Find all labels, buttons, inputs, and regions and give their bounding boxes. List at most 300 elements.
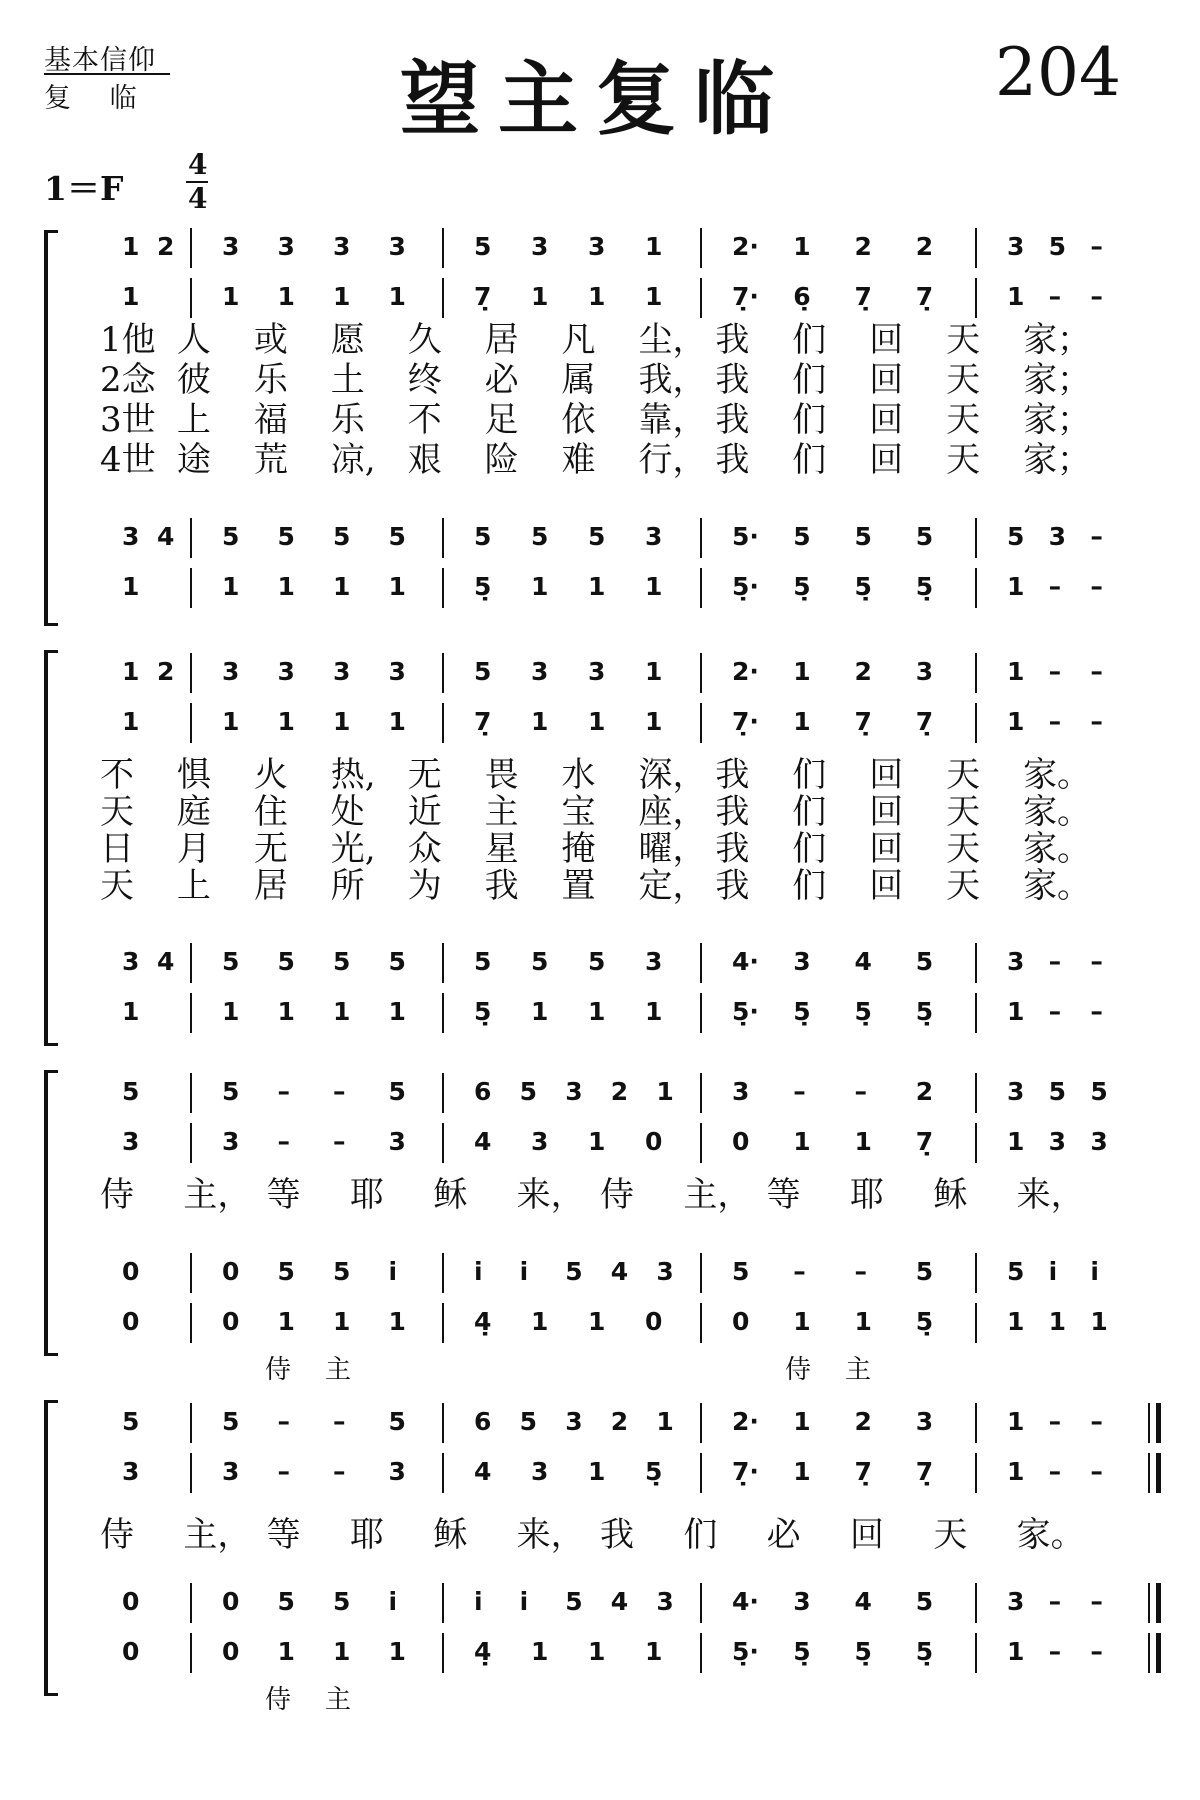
note: 4	[610, 1257, 629, 1286]
note: 1	[388, 997, 406, 1026]
note: 4	[854, 947, 872, 976]
note: 1	[793, 657, 811, 686]
note: 1	[222, 997, 240, 1026]
bar-line	[190, 993, 192, 1033]
note: –	[333, 1077, 346, 1106]
lyric-char: 我	[715, 866, 750, 906]
note: –	[1090, 1457, 1103, 1486]
bar-line	[975, 1583, 977, 1623]
note: –	[1048, 282, 1062, 311]
time-signature-bottom: 4	[188, 182, 208, 215]
note: 1	[222, 707, 240, 736]
lyric-char: 们	[792, 400, 827, 440]
note: 5	[565, 1587, 583, 1616]
bar-line	[190, 1073, 192, 1113]
lyric-char: 我	[715, 400, 750, 440]
lyric-char: 家。	[1023, 829, 1092, 869]
bar-line	[975, 1073, 977, 1113]
lyric-char: 家；	[1023, 440, 1092, 480]
lyric-char: 天	[946, 440, 981, 480]
note: 5	[519, 1407, 537, 1436]
note: 7̣	[915, 282, 934, 311]
note: 1	[1090, 1307, 1108, 1336]
lyric-char: 们	[792, 829, 827, 869]
note: 1	[333, 997, 351, 1026]
lyric-char: 艰	[407, 440, 442, 480]
lyric-char: 回	[869, 360, 904, 400]
lyric-char: 家。	[1023, 792, 1092, 832]
bar-line	[442, 1123, 444, 1163]
note: 3	[333, 657, 351, 686]
note: 3	[388, 1457, 406, 1486]
note: 3	[388, 657, 406, 686]
note: 7̣	[915, 1457, 934, 1486]
note: 5	[122, 1407, 140, 1436]
system-bracket	[44, 650, 58, 1046]
lyric-char: 们	[792, 440, 827, 480]
note: 3	[645, 522, 663, 551]
note: –	[277, 1127, 290, 1156]
lyric-char: 家；	[1023, 320, 1092, 360]
lyric-char: 来，	[516, 1175, 585, 1215]
note: 0	[222, 1637, 240, 1666]
lyric-char: 家。	[1016, 1515, 1085, 1555]
bar-line	[442, 278, 444, 318]
bar-line	[975, 1253, 977, 1293]
note: 7̣	[915, 1127, 934, 1156]
hymn-number: 204	[995, 34, 1121, 111]
bar-line	[700, 1303, 702, 1343]
lower-lyric: 侍	[265, 1685, 292, 1715]
note: 1	[388, 707, 406, 736]
note: 4	[610, 1587, 629, 1616]
note: 5̣	[854, 997, 872, 1026]
note: 1	[531, 997, 549, 1026]
note: 0	[222, 1587, 240, 1616]
bar-line	[700, 278, 702, 318]
lyric-char: 回	[869, 755, 904, 795]
note: 5	[388, 522, 406, 551]
note: 3	[793, 1587, 811, 1616]
note: i	[474, 1257, 483, 1286]
bar-line	[442, 228, 444, 268]
note: 4·	[732, 947, 759, 976]
note: 1	[645, 997, 663, 1026]
note: 7̣	[854, 282, 872, 311]
bar-line	[975, 518, 977, 558]
note: 1	[333, 1307, 351, 1336]
note: 5	[519, 1077, 537, 1106]
note: 5̣	[793, 997, 811, 1026]
note: 2	[157, 232, 175, 261]
note: 1	[1007, 572, 1025, 601]
note: 1	[588, 1457, 606, 1486]
bar-line	[975, 943, 977, 983]
note: –	[1090, 232, 1103, 261]
note: 3	[1090, 1127, 1108, 1156]
note: 3	[222, 232, 240, 261]
note: –	[1048, 947, 1062, 976]
note: 5	[793, 522, 811, 551]
note: –	[1090, 1407, 1103, 1436]
note: 2·	[732, 232, 759, 261]
note: 5̣	[915, 1307, 934, 1336]
note: 6̣	[793, 282, 811, 311]
note: 7̣	[854, 707, 872, 736]
note: 3	[565, 1077, 583, 1106]
note: –	[1048, 997, 1062, 1026]
bar-line	[975, 1303, 977, 1343]
lyric-char: 乐	[330, 400, 365, 440]
lyric-char: 愿	[330, 320, 365, 360]
note: 5	[915, 1257, 934, 1286]
note: i	[519, 1587, 529, 1616]
note: 3	[1048, 522, 1067, 551]
lyric-char: 天	[946, 360, 981, 400]
note: 3	[588, 232, 606, 261]
lyric-char: 天	[946, 829, 981, 869]
note: 1	[277, 282, 295, 311]
note: 3	[915, 657, 934, 686]
note: 5	[222, 947, 240, 976]
note: 5̣	[793, 572, 811, 601]
lyric-char: 久	[407, 320, 442, 360]
note: –	[277, 1457, 290, 1486]
note: 1	[645, 707, 663, 736]
lyric-char: 水	[561, 755, 596, 795]
lyric-char: 天	[933, 1515, 968, 1555]
note: 1	[333, 282, 351, 311]
note: 5̣	[854, 572, 872, 601]
note: 1	[588, 572, 606, 601]
note: 5	[388, 947, 406, 976]
note: 0	[122, 1307, 140, 1336]
bar-line	[700, 1453, 702, 1493]
bar-line	[975, 1453, 977, 1493]
lyric-char: 家；	[1023, 400, 1092, 440]
system-bracket	[44, 230, 58, 626]
lyric-char: 天	[100, 866, 134, 906]
note: 5	[1007, 522, 1025, 551]
note: –	[277, 1077, 290, 1106]
note: 3	[531, 657, 549, 686]
lyric-char: 掩	[561, 829, 596, 869]
lyric-char: 乐	[253, 360, 288, 400]
note: 1	[645, 572, 663, 601]
note: 5̣	[474, 997, 492, 1026]
bar-line	[190, 943, 192, 983]
note: 5	[531, 947, 549, 976]
lyric-char: 1他	[100, 320, 156, 360]
note: 5̣·	[732, 1637, 759, 1666]
note: 3	[531, 232, 549, 261]
note: –	[793, 1077, 806, 1106]
note: 1	[656, 1407, 674, 1436]
note: 1	[277, 572, 295, 601]
note: 7̣·	[732, 707, 759, 736]
note: 5	[333, 522, 351, 551]
lyric-char: 热,	[330, 755, 376, 795]
note: 1	[1007, 1457, 1025, 1486]
note: 5	[277, 1587, 295, 1616]
note: 5	[222, 1077, 240, 1106]
note: 5	[277, 522, 295, 551]
bar-line	[442, 993, 444, 1033]
lyric-char: 无	[253, 829, 288, 869]
lyric-char: 途	[176, 440, 211, 480]
lyric-char: 我	[715, 755, 750, 795]
bar-line	[190, 1123, 192, 1163]
note: 1	[1007, 1407, 1025, 1436]
note: 1	[122, 232, 140, 261]
lyric-char: 不	[407, 400, 442, 440]
bar-line	[442, 568, 444, 608]
note: 0	[122, 1637, 140, 1666]
lyric-char: 们	[792, 755, 827, 795]
note: 3	[1048, 1127, 1067, 1156]
lyric-char: 回	[869, 792, 904, 832]
note: 0	[732, 1307, 750, 1336]
lyric-char: 日	[100, 829, 134, 869]
note: 5	[1007, 1257, 1025, 1286]
lyric-char: 所	[330, 866, 365, 906]
note: 4	[854, 1587, 872, 1616]
note: 2	[854, 1407, 872, 1436]
lyric-char: 近	[407, 792, 442, 832]
note: 0	[222, 1307, 240, 1336]
lyric-char: 必	[766, 1515, 801, 1555]
note: 3	[122, 522, 140, 551]
note: 2	[610, 1407, 629, 1436]
note: 1	[388, 1307, 406, 1336]
note: 3	[277, 232, 295, 261]
note: i	[388, 1587, 398, 1616]
lyric-char: 上	[176, 400, 211, 440]
note: i	[1090, 1257, 1099, 1286]
lyric-char: 我	[715, 360, 750, 400]
note: 5̣	[793, 1637, 811, 1666]
bar-line	[190, 518, 192, 558]
note: 5̣	[645, 1457, 663, 1486]
note: –	[854, 1257, 867, 1286]
note: 5	[388, 1077, 406, 1106]
note: 5	[277, 1257, 295, 1286]
note: 1	[1007, 1637, 1025, 1666]
note: 1	[277, 1637, 295, 1666]
note: 1	[854, 1307, 872, 1336]
lyric-char: 上	[176, 866, 211, 906]
lyric-char: 居	[253, 866, 288, 906]
note: 3	[122, 1457, 140, 1486]
note: 1	[388, 282, 406, 311]
note: 0	[732, 1127, 750, 1156]
lyric-char: 座，	[638, 792, 707, 832]
note: 3	[793, 947, 811, 976]
lyric-char: 稣	[433, 1515, 468, 1555]
lyric-char: 天	[100, 792, 134, 832]
note: –	[1048, 1637, 1062, 1666]
note: 0	[222, 1257, 240, 1286]
bar-line	[190, 1633, 192, 1673]
note: i	[474, 1587, 483, 1616]
lyric-char: 天	[946, 320, 981, 360]
note: 1	[854, 1127, 872, 1156]
note: i	[519, 1257, 529, 1286]
lyric-char: 月	[176, 829, 211, 869]
note: 3	[122, 1127, 140, 1156]
note: i	[388, 1257, 398, 1286]
bar-line	[190, 1583, 192, 1623]
lyric-char: 或	[253, 320, 288, 360]
note: 1	[1048, 1307, 1067, 1336]
note: 4	[474, 1457, 492, 1486]
lower-lyric: 主	[325, 1355, 352, 1385]
bar-line	[190, 653, 192, 693]
note: 1	[793, 707, 811, 736]
lyric-char: 回	[869, 866, 904, 906]
bar-line	[975, 1403, 977, 1443]
bar-line	[442, 943, 444, 983]
lyric-char: 置	[561, 866, 596, 906]
lyric-char: 我	[600, 1515, 634, 1555]
lyric-char: 回	[869, 320, 904, 360]
note: 3	[122, 947, 140, 976]
lyric-char: 们	[792, 792, 827, 832]
note: –	[1090, 282, 1103, 311]
note: 3	[588, 657, 606, 686]
bar-line	[700, 568, 702, 608]
lyric-char: 3世	[100, 400, 156, 440]
note: –	[1090, 572, 1103, 601]
note: 5	[222, 1407, 240, 1436]
lyric-char: 我	[715, 440, 750, 480]
lyric-char: 主	[484, 792, 519, 832]
lower-lyric: 侍	[265, 1355, 292, 1385]
note: 7̣	[474, 282, 492, 311]
system-bracket	[44, 1070, 58, 1356]
note: –	[1048, 572, 1062, 601]
note: 1	[333, 707, 351, 736]
lyric-char: 难	[561, 440, 596, 480]
note: 0	[122, 1587, 140, 1616]
bar-line	[442, 653, 444, 693]
note: 1	[122, 707, 140, 736]
lyric-char: 庭	[176, 792, 211, 832]
time-signature-top: 4	[188, 148, 208, 181]
note: 3	[222, 1457, 240, 1486]
note: 5	[333, 1587, 351, 1616]
note: 1	[1007, 657, 1025, 686]
lyric-char: 回	[869, 829, 904, 869]
note: 3	[656, 1257, 674, 1286]
note: 5	[915, 1587, 934, 1616]
note: –	[277, 1407, 290, 1436]
note: 0	[122, 1257, 140, 1286]
note: 5	[333, 1257, 351, 1286]
bar-line	[975, 1633, 977, 1673]
note: 5̣	[915, 1637, 934, 1666]
bar-line	[190, 1403, 192, 1443]
bar-line	[975, 568, 977, 608]
bar-line	[442, 1583, 444, 1623]
note: 2·	[732, 1407, 759, 1436]
lyric-char: 居	[484, 320, 519, 360]
note: 3	[1007, 947, 1025, 976]
bar-line	[190, 228, 192, 268]
note: 2·	[732, 657, 759, 686]
lyric-char: 等	[266, 1515, 301, 1555]
note: 4	[157, 522, 175, 551]
note: 1	[793, 232, 811, 261]
bar-line	[190, 1303, 192, 1343]
note: 3	[388, 1127, 406, 1156]
note: –	[1048, 1457, 1062, 1486]
note: 5̣	[854, 1637, 872, 1666]
note: 3	[565, 1407, 583, 1436]
lyric-char: 我	[715, 320, 750, 360]
system-bracket	[44, 1400, 58, 1696]
lyric-char: 我	[715, 792, 750, 832]
bar-line	[700, 1253, 702, 1293]
lower-lyric: 主	[845, 1355, 872, 1385]
lyric-char: 为	[407, 866, 442, 906]
note: 1	[793, 1307, 811, 1336]
lyric-char: 畏	[484, 755, 519, 795]
lyric-char: 足	[484, 400, 519, 440]
note: 1	[122, 997, 140, 1026]
note: 1	[388, 1637, 406, 1666]
note: 7̣	[915, 707, 934, 736]
note: 4	[474, 1127, 492, 1156]
note: –	[1090, 657, 1103, 686]
note: 5̣·	[732, 997, 759, 1026]
lyric-char: 家。	[1023, 866, 1092, 906]
lyric-char: 回	[869, 400, 904, 440]
bar-line	[700, 703, 702, 743]
bar-line	[442, 518, 444, 558]
note: –	[1048, 707, 1062, 736]
bar-line	[700, 1583, 702, 1623]
note: 1	[222, 572, 240, 601]
bar-line	[975, 278, 977, 318]
note: 1	[277, 1307, 295, 1336]
note: 1	[122, 657, 140, 686]
lyric-char: 定，	[638, 866, 707, 906]
lyric-char: 回	[850, 1515, 884, 1555]
lyric-char: 等	[266, 1175, 301, 1215]
note: 5	[732, 1257, 750, 1286]
note: 5̣	[474, 572, 492, 601]
note: 5	[854, 522, 872, 551]
lyric-char: 4世	[100, 440, 156, 480]
final-bar-line	[1148, 1583, 1161, 1623]
note: i	[1048, 1257, 1058, 1286]
note: 3	[531, 1457, 549, 1486]
note: –	[1090, 997, 1103, 1026]
note: 4̣	[474, 1637, 492, 1666]
lyric-char: 终	[407, 360, 442, 400]
note: 2	[915, 232, 934, 261]
lyric-char: 凉,	[330, 440, 376, 480]
note: 6	[474, 1077, 492, 1106]
note: 2	[854, 232, 872, 261]
lyric-char: 荒	[253, 440, 288, 480]
lyric-char: 们	[792, 320, 827, 360]
lower-lyric: 主	[325, 1685, 352, 1715]
bar-line	[975, 228, 977, 268]
note: 1	[1007, 282, 1025, 311]
lyric-char: 天	[946, 866, 981, 906]
